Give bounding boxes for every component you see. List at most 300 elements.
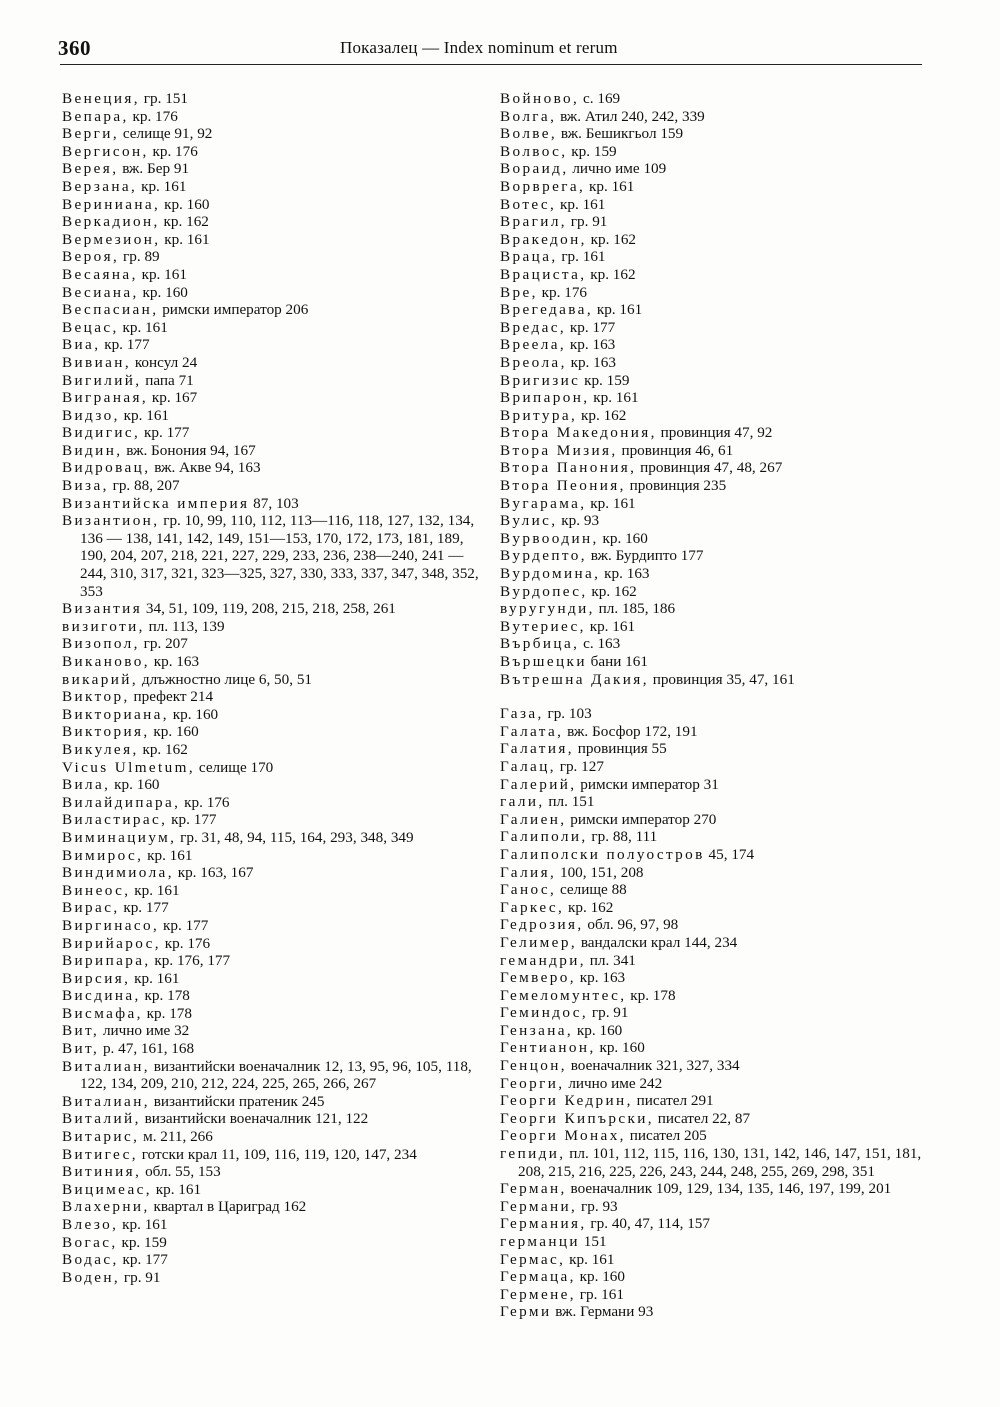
index-entry-term: Виктория, [62,723,150,741]
index-entry-references: кр. 159 [117,1233,167,1251]
index-entry [62,178,486,196]
index-entry [62,618,486,636]
index-entry-references: кр. 167 [148,389,198,407]
index-entry [62,319,486,337]
index-entry [500,618,940,636]
index-entry [500,583,940,601]
index-entry-term: Витигес, [62,1145,138,1163]
index-entry [62,266,486,284]
index-entry-references: готски крал 11, 109, 116, 119, 120, 147, 234 [137,1145,417,1163]
index-entry [62,512,486,600]
index-entry-term: Виндимиола, [62,864,174,882]
index-entry-term: Висдина, [62,987,141,1005]
index-entry [500,969,940,987]
index-entry-term: Вритура, [500,406,578,424]
index-entry-references: с. 163 [579,635,621,653]
index-entry-references: гр. 91 [588,1004,629,1022]
index-entry-references: гр. 91 [567,213,608,231]
index-entry-references: вандалски крал 144, 234 [577,933,738,951]
index-entry [62,424,486,442]
index-entry [62,1234,486,1252]
index-entry-term: Веринианa, [62,195,161,213]
index-entry [62,459,486,477]
index-entry [500,1286,940,1304]
index-entry-term: Видровац, [62,459,151,477]
index-entry-references: вж. Бурдипто 177 [586,547,704,565]
index-entry-term: Втора Македония, [500,424,657,442]
index-entry [500,1251,940,1269]
index-entry [500,934,940,952]
index-entry-term: Галиполи, [500,828,588,846]
index-entry-references: кр. 163, 167 [173,864,254,882]
index-entry-term: Георги Монах, [500,1127,626,1145]
index-entry [62,882,486,900]
index-entry-term: Галерий, [500,775,577,793]
page-number: 360 [58,36,91,60]
index-entry-references: кр. 161 [565,1250,615,1268]
index-entry-term: Вотес, [500,195,557,213]
index-entry-term: Виа, [62,336,101,354]
index-entry-term: Врациста, [500,265,587,283]
index-entry-term: Верoя, [62,248,120,266]
index-entry-term: Галац, [500,757,556,775]
index-entry-references: кр. 177 [566,318,616,336]
index-entry [62,1146,486,1164]
index-entry-references: кр. 178 [142,1004,192,1022]
index-entry-term: Вилaстирас, [62,811,168,829]
index-entry-references: 34, 51, 109, 119, 208, 215, 218, 258, 261 [142,600,396,618]
index-entry-references: префект 214 [129,688,214,706]
index-entry-references: провинция 35, 47, 161 [648,670,795,688]
index-entry-references: гр. 10, 99, 110, 112, 113—116, 118, 127, 132, 134, 136 — 138, 141, 142, 149, 151—153, 170, 172, 173, 181, 189, 190, 204, 207, 218, 221, 227, 229, 233, 236, 238—240, 241 — 244, 310, 317, 321, 323—325, 327, 330, 333, 337, 347, 348, 352, 353 [80,512,479,600]
index-entry-references: гр. 89 [119,248,160,266]
index-entry-term: вуругунди, [500,600,595,618]
index-entry [500,372,940,390]
index-entry-term: викарий, [62,670,139,688]
index-entry-references: лично име 242 [564,1074,663,1092]
index-entry-references: кр. 163 [600,565,650,583]
index-entry [500,1039,940,1057]
index-entry [62,600,486,618]
index-entry-term: Вораид, [500,160,569,178]
index-entry-term: Висмафа, [62,1004,143,1022]
index-entry [62,776,486,794]
index-entry [62,741,486,759]
index-entry-term: Вит, [62,1040,100,1058]
header-rule [60,64,922,65]
index-entry-term: Георги Кипърски, [500,1109,654,1127]
index-entry [500,864,940,882]
index-entry-references: селище 91, 92 [119,125,213,143]
index-entry-references: кр. 177 [159,916,209,934]
index-entry [62,1181,486,1199]
index-entry-term: Викториана, [62,705,169,723]
index-entry-references: кр. 162 [138,740,188,758]
index-entry-term: гемандри, [500,951,586,969]
index-entry [62,970,486,988]
index-entry [500,793,940,811]
index-entry [62,1058,486,1093]
index-entry-references: гр. 207 [139,635,188,653]
index-entry [62,336,486,354]
index-entry-references: кр. 161 [556,195,606,213]
index-entry-term: Вурвоодин, [500,529,599,547]
index-entry [500,1057,940,1075]
index-entry-references: кр. 93 [557,512,600,530]
index-entry-references: кр. 161 [118,1216,168,1233]
index-entry-references: кр. 159 [567,142,617,160]
index-entry [62,811,486,829]
index-entry-references: гр. 40, 47, 114, 157 [586,1215,710,1233]
index-entry-references: провинция 235 [625,477,727,495]
index-entry-references: кр. 162 [586,230,637,248]
index-entry-term: Ворврега, [500,177,586,195]
index-entry-term: Веспасиан, [62,301,159,319]
index-entry-references: вж. Германи 93 [551,1303,654,1321]
index-entry [500,1092,940,1110]
index-entry-term: Гемеломунтес, [500,986,627,1004]
index-entry-term: Видзо, [62,406,120,424]
index-entry-term: Влезо, [62,1216,119,1233]
index-entry-term: Вракедон, [500,230,587,248]
index-entry [500,653,940,671]
index-entry [500,336,940,354]
index-entry [500,125,940,143]
index-entry [62,1251,486,1269]
index-entry [500,1022,940,1040]
index-entry-references: кр. 161 [585,617,636,635]
index-entry-term: Вурдопес, [500,582,588,600]
index-entry-term: Гаркес, [500,898,565,916]
index-entry-term: Враца, [500,248,558,266]
index-entry-references: кр. 161 [143,846,193,864]
index-entry-references: кр. 161 [137,265,187,283]
index-entry [62,1216,486,1234]
index-entry [62,1040,486,1058]
index-entry-term: Волве, [500,125,558,143]
index-entry [62,495,486,513]
index-entry [62,1163,486,1181]
index-entry-term: Визопол, [62,635,140,653]
index-entry-term: Вреола, [500,353,567,371]
index-entry-references: византийски военачалник 121, 122 [140,1110,369,1128]
index-entry-references: кр. 177 [167,811,217,829]
index-entry [62,372,486,390]
index-entry-term: Гелимер, [500,933,578,951]
index-entry [500,952,940,970]
index-entry-references: военачалник 109, 129, 134, 135, 146, 197, 199, 201 [566,1180,892,1198]
index-entry-references: провинция 46, 61 [617,441,734,459]
index-entry-term: германци [500,1233,580,1250]
index-entry-references: кр. 177 [100,336,150,354]
index-entry-term: Вредас, [500,318,567,336]
index-entry-references: пл. 113, 139 [144,617,225,635]
index-entry [500,1110,940,1128]
index-entry [62,899,486,917]
index-entry [500,477,940,495]
index-entry-term: Германия, [500,1215,587,1233]
index-entry-term: Войново, [500,90,580,107]
index-entry [500,301,940,319]
index-entry-references: римски император 31 [576,775,719,793]
index-entry-references: писател 22, 87 [653,1109,751,1127]
index-entry [62,723,486,741]
index-entry-term: Воден, [62,1268,121,1286]
index-entry [62,706,486,724]
index-entry-references: пл. 185, 186 [594,600,676,618]
index-entry-references: кр. 159 [580,371,630,389]
index-entry-references: гр. 31, 48, 94, 115, 164, 293, 348, 349 [176,828,414,846]
index-entry-term: Гензана, [500,1021,574,1039]
index-entry-references: кр. 163 [149,653,200,670]
index-entry-term: Вреела, [500,336,567,354]
index-entry [500,776,940,794]
index-entry-references: кр. 161 [118,318,168,336]
index-entry-references: кр. 162 [586,265,636,283]
index-entry-references: вж. Босфор 172, 191 [563,722,698,740]
index-entry [500,284,940,302]
index-entry-term: Виталий, [62,1110,141,1128]
index-entry-references: кр. 176 [160,934,211,952]
index-entry-references: вж. Бонония 94, 167 [122,441,256,459]
index-entry [500,899,940,917]
index-entry-term: Вугарама, [500,494,587,512]
index-entry-term: Венеция, [62,90,140,107]
index-entry-references: кр. 163 [566,353,616,371]
index-entry-references: кр. 160 [573,1021,623,1039]
index-entry-term: Вецас, [62,318,119,336]
index-entry [500,1145,940,1180]
index-entry [62,108,486,126]
index-entry-references: 87, 103 [249,494,299,512]
index-entry-term: Весиана, [62,283,139,301]
index-entry-term: Гермаца, [500,1268,576,1286]
index-entry-term: Вермезион, [62,230,161,248]
index-entry-term: Георги, [500,1074,565,1092]
index-entry-term: Георги Кедрин, [500,1092,633,1110]
index-entry-term: Втора Пеония, [500,477,626,495]
index-entry [500,846,940,864]
index-entry-term: гепиди, [500,1145,566,1163]
index-entry [62,847,486,865]
index-entry-references: кр. 176 [180,793,230,811]
index-entry-references: пл. 341 [586,951,636,969]
index-entry-term: Виталиан, [62,1057,150,1075]
index-entry-references: кр. 160 [575,1268,625,1286]
index-entry-references: кр. 161 [593,301,643,319]
index-entry-references: кр. 160 [110,776,160,794]
index-entry-references: римски император 206 [158,301,309,319]
index-entry [62,1110,486,1128]
index-entry-term: Викулея, [62,740,139,758]
index-entry-references: квартал в Цариград 162 [149,1198,307,1216]
index-entry-references: писател 205 [625,1127,707,1145]
index-entry [500,1198,940,1216]
index-entry [62,1005,486,1023]
index-entry [500,811,940,829]
index-entry-term: Виталиан, [62,1092,150,1110]
index-entry-term: Водас, [62,1251,119,1269]
index-entry [62,635,486,653]
index-entry [500,1180,940,1198]
index-entry-references: кр. 160 [595,1039,645,1057]
index-entry [62,477,486,495]
index-entry [500,354,940,372]
index-entry-references: гр. 161 [557,248,606,266]
index-entry-references: обл. 96, 97, 98 [583,916,679,934]
index-entry [62,442,486,460]
index-entry-term: Вергисон, [62,142,149,160]
index-entry-term: Вирас, [62,899,120,917]
index-entry [500,1127,940,1145]
index-entry-term: Vicus Ulmetum, [62,758,196,776]
index-entry-references: кр. 161 [586,494,636,512]
index-entry-references: кр. 178 [626,986,676,1004]
index-entry-references: длъжностно лице 6, 50, 51 [138,670,313,688]
index-entry [500,1004,940,1022]
index-entry [62,864,486,882]
index-entry [62,1093,486,1111]
index-entry-references: кр. 161 [119,406,170,424]
index-entry-term: Вирийарос, [62,934,161,952]
index-entry-references: селище 170 [195,758,274,776]
index-entry-term: Врагил, [500,213,567,231]
index-entry [500,1268,940,1286]
index-entry-term: Винеос, [62,881,131,899]
index-entry-references: военачалник 321, 327, 334 [566,1057,740,1075]
index-entry [500,987,940,1005]
index-entry-references: кр. 161 [130,881,180,899]
index-entry-references: кр. 163 [575,969,626,987]
index-entry [500,635,940,653]
index-entry-term: Втора Панония, [500,459,637,477]
index-entry-references: кр. 162 [587,582,637,600]
index-entry [500,600,940,618]
index-entry [62,231,486,249]
index-entry-term: Вътрешна Дакия, [500,670,649,688]
index-entry [500,231,940,249]
index-entry [62,1269,486,1287]
index-entry-references: гр. 151 [139,90,188,107]
index-entry-references: 100, 151, 208 [556,863,644,881]
index-entry-term: Вит, [62,1022,100,1040]
index-entry-references: гр. 91 [120,1268,161,1286]
index-entry-term: Врипарон, [500,389,590,407]
index-entry-term: Германи, [500,1197,578,1215]
index-entry-references: кр. 160 [160,195,210,213]
index-entry-term: Виминациум, [62,828,177,846]
index-entry-term: Вригизис [500,371,581,389]
index-entry-term: Гемверо, [500,969,576,987]
index-entry-term: Гедрозия, [500,916,584,934]
index-entry [62,671,486,689]
index-entry-term: Вулис, [500,512,558,530]
index-entry [62,407,486,425]
index-entry [500,530,940,548]
index-entry-term: Геминдос, [500,1004,589,1022]
index-entry-term: Вурдомина, [500,565,601,583]
index-entry [500,512,940,530]
index-entry [500,178,940,196]
index-entry [500,547,940,565]
index-entry-references: кр. 160 [149,723,199,741]
index-entry-references: кр. 162 [159,213,209,231]
index-entry-term: Виктор, [62,688,130,706]
index-entry-term: Газа, [500,705,544,723]
index-entry-term: Вутериес, [500,617,586,635]
index-entry-references: папа 71 [141,371,194,389]
index-entry [500,407,940,425]
index-entry [500,495,940,513]
index-entry-term: визиготи, [62,617,145,635]
index-entry-references: кр. 176 [537,283,588,301]
index-entry-references: м. 211, 266 [139,1128,213,1146]
index-entry [500,442,940,460]
index-entry [500,723,940,741]
index-entry-term: Гермене, [500,1285,576,1303]
index-entry-references: вж. Атил 240, 242, 339 [556,107,705,125]
index-entry [500,319,940,337]
index-entry-references: кр. 178 [140,987,190,1005]
index-entry-term: Върбица, [500,635,580,653]
index-entry-term: Герман, [500,1180,567,1198]
index-entry [500,196,940,214]
index-entry [62,248,486,266]
index-entry-term: Вицимеас, [62,1180,152,1198]
index-entry-term: Виргинасо, [62,916,160,934]
index-entry-term: Вимирос, [62,846,144,864]
index-entry-term: Вирипара, [62,952,151,970]
index-entry-references: кр. 162 [577,406,627,424]
index-entry-references: кр. 160 [169,705,219,723]
index-entry-term: Волвос, [500,142,568,160]
index-entry-term: Веркадион, [62,213,160,231]
index-entry [62,301,486,319]
index-entry-term: Весаяна, [62,265,138,283]
index-entry-term: Влахерни, [62,1198,150,1216]
index-entry-references: вж. Акве 94, 163 [150,459,261,477]
index-entry-references: провинция 47, 48, 267 [636,459,783,477]
index-entry-references: лично име 32 [99,1022,190,1040]
index-entry-term: Витиния, [62,1163,142,1181]
index-entry [62,213,486,231]
index-entry-term: Виза, [62,477,109,495]
index-entry-references: гр. 161 [575,1285,624,1303]
index-entry-references: пл. 151 [544,793,595,811]
index-entry-references: обл. 55, 153 [141,1163,221,1181]
index-entry-references: кр. 176 [128,107,178,125]
index-entry [500,213,940,231]
index-entry-term: Византия [62,600,143,618]
index-entry-references: кр. 176, 177 [150,952,231,970]
index-entry-term: Вепара, [62,107,129,125]
index-entry-term: Видин, [62,441,123,459]
index-entry-references: кр. 161 [151,1180,202,1198]
index-entry-references: консул 24 [131,353,198,371]
index-entry [500,828,940,846]
index-entry [62,917,486,935]
index-entry-references: кр. 177 [119,899,169,917]
index-entry-term: гали, [500,793,545,811]
index-entry [62,952,486,970]
index-entry [62,354,486,372]
index-column-left [62,90,486,1286]
index-entry-references: кр. 177 [118,1251,168,1269]
index-entry [62,1022,486,1040]
index-entry-references: гр. 88, 207 [108,477,180,495]
index-entry-term: Верзана, [62,177,138,195]
index-entry-term: Виграная, [62,389,149,407]
